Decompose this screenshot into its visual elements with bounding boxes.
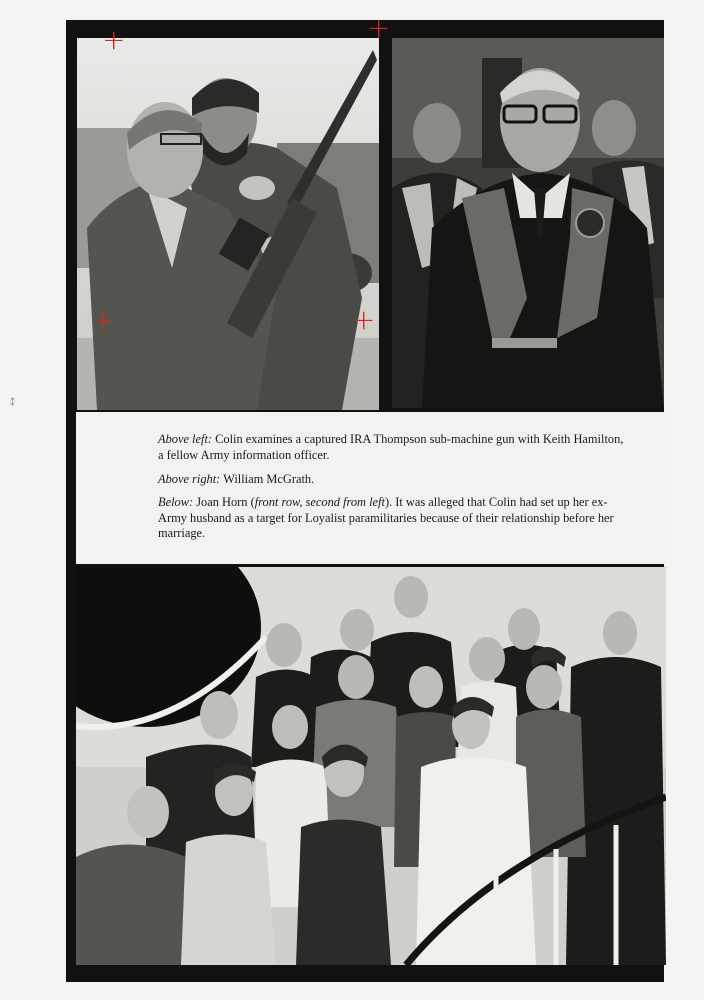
orange-sash-image [392, 38, 664, 408]
caption-label: Below: [158, 495, 194, 509]
man-with-sash-photo [392, 38, 664, 408]
group-on-staircase-photo [76, 567, 666, 965]
caption-text: Colin examines a captured IRA Thompson sub-machine gun with Keith Hamilton, a fellow Army information officer. [158, 432, 624, 462]
registration-mark-icon: + [352, 303, 376, 336]
registration-mark-icon: + [102, 23, 126, 56]
caption-text-start: Joan Horn ( [196, 495, 255, 509]
group-staircase-image [76, 567, 666, 965]
caption-label: Above right: [158, 472, 221, 486]
two-men-with-rifle-photo [77, 38, 379, 410]
registration-mark-icon: + [367, 11, 391, 44]
rifle-inspection-image [77, 38, 379, 410]
caption-emphasis: front row, second from left [254, 495, 385, 509]
caption-above-left [158, 432, 628, 463]
caption-text-end: ). It was alleged that Colin had set up her ex-Army husband as a target for Loyalist paramilitaries because of their relationship before her marriage. [158, 495, 614, 540]
registration-mark-icon: + [92, 303, 116, 336]
caption-below [158, 495, 628, 542]
caption-label: Above left: [158, 432, 213, 446]
caption-text: William McGrath. [223, 472, 315, 486]
caption-above-right [158, 472, 628, 488]
margin-pencil-mark-icon: ⁑ [10, 398, 15, 409]
